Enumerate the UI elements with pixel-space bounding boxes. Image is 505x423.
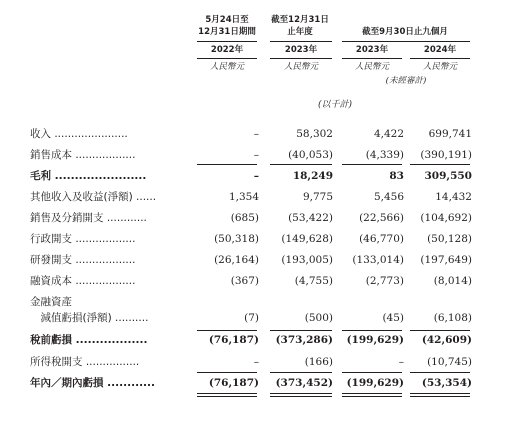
row-label: 其他收入及收益(淨額) ......	[30, 191, 157, 203]
row-value-col3: 83	[389, 170, 404, 182]
row-value-col1: –	[253, 170, 259, 182]
row-value-col2: 58,302	[296, 128, 333, 140]
row-label: 行政開支 ..................	[30, 233, 136, 245]
row-value-col1: (685)	[230, 212, 259, 224]
impairment-rule-col1	[197, 330, 257, 331]
row-value-col2: (166)	[304, 356, 333, 368]
total-double-rule-a-col2	[270, 393, 332, 394]
row-label: 所得稅開支 ................	[30, 356, 140, 368]
row-value-col3: (199,629)	[346, 377, 404, 389]
row-value-col1: (76,187)	[208, 377, 259, 389]
row-value-col3: (4,339)	[365, 149, 404, 161]
row-value-col2: (40,053)	[288, 149, 333, 161]
row-value-col4: (197,649)	[420, 254, 472, 266]
row-value-col3: 5,456	[373, 191, 404, 203]
row-value-col4: (390,191)	[420, 149, 472, 161]
row-label: 銷售及分銷開支 ............	[30, 212, 147, 224]
total-double-rule-a-col4	[410, 393, 470, 394]
row-value-col1: –	[253, 356, 259, 368]
tax-rule-col1	[197, 372, 257, 373]
row-label: 減值虧損(淨額) ..........	[30, 312, 149, 324]
row-value-col3: (46,770)	[359, 233, 404, 245]
row-value-col3: –	[398, 356, 404, 368]
total-double-rule-b-col2	[270, 396, 332, 397]
year-2023-full: 2023年	[284, 45, 318, 55]
row-value-col2: (4,755)	[294, 275, 333, 287]
header-rule-col1	[197, 41, 257, 42]
tax-rule-col3	[342, 372, 402, 373]
year-rule-col2	[270, 58, 332, 59]
total-double-rule-b-col3	[342, 396, 402, 397]
row-value-col3: (2,773)	[365, 275, 404, 287]
total-double-rule-a-col3	[342, 393, 402, 394]
year-2023-nine: 2023年	[355, 45, 389, 55]
cost-rule-col4	[410, 164, 470, 165]
year-2022: 2022年	[210, 45, 244, 55]
currency-col4: 人民幣元	[422, 62, 457, 72]
row-value-col2: (373,452)	[275, 377, 333, 389]
nine-month-group-header: 截至9月30日止九個月	[362, 27, 448, 37]
total-double-rule-a-col1	[197, 393, 257, 394]
row-value-col1: (76,187)	[208, 334, 259, 346]
row-value-col3: (22,566)	[359, 212, 404, 224]
row-value-col2: 9,775	[302, 191, 333, 203]
row-value-col1: (367)	[230, 275, 259, 287]
currency-col3: 人民幣元	[354, 62, 389, 72]
row-label: 收入 ......................	[30, 128, 128, 140]
row-value-col1: (50,318)	[214, 233, 259, 245]
cost-rule-col1	[197, 164, 257, 165]
total-double-rule-b-col4	[410, 396, 470, 397]
row-value-col3: (45)	[382, 312, 404, 324]
row-value-col1: –	[253, 128, 259, 140]
cost-rule-col2	[270, 164, 332, 165]
year-2024-nine: 2024年	[423, 45, 457, 55]
row-value-col2: (373,286)	[275, 334, 333, 346]
row-value-col4: (8,014)	[433, 275, 472, 287]
row-value-col2: 18,249	[292, 170, 333, 182]
header-rule-col34	[342, 41, 470, 42]
col2-header	[268, 14, 332, 38]
impairment-rule-col3	[342, 330, 402, 331]
row-value-col4: (53,354)	[421, 377, 472, 389]
header-rule-col2	[270, 41, 332, 42]
tax-rule-col4	[410, 372, 470, 373]
year-rule-col3	[342, 58, 402, 59]
row-value-col1: (26,164)	[214, 254, 259, 266]
row-value-col4: (42,609)	[421, 334, 472, 346]
unit-note: (以千計)	[317, 100, 353, 110]
currency-col1: 人民幣元	[209, 62, 244, 72]
col1-header	[195, 14, 259, 38]
row-value-col4: 14,432	[435, 191, 472, 203]
tax-rule-col2	[270, 372, 332, 373]
row-value-col4: 309,550	[424, 170, 472, 182]
col1-header-line1: 5月24日至	[205, 15, 249, 25]
row-label: 融資成本 ..................	[30, 275, 136, 287]
row-value-col2: (53,422)	[288, 212, 333, 224]
row-value-col1: –	[253, 149, 259, 161]
currency-col2: 人民幣元	[283, 62, 318, 72]
row-label: 年內／期內虧損 ............	[30, 377, 156, 389]
impairment-rule-col4	[410, 330, 470, 331]
row-value-col4: 699,741	[428, 128, 472, 140]
row-label: 稅前虧損 ..................	[30, 334, 148, 346]
row-value-col1: 1,354	[228, 191, 259, 203]
unaudited-note: (未經審計)	[385, 76, 427, 86]
row-value-col4: (6,108)	[433, 312, 472, 324]
col2-header-line1: 截至12月31日	[271, 15, 329, 25]
impairment-rule-col2	[270, 330, 332, 331]
row-value-col2: (500)	[304, 312, 333, 324]
row-label: 毛利 .......................	[30, 170, 147, 182]
col2-header-line2: 止年度	[287, 27, 313, 37]
row-label: 金融資產	[30, 296, 72, 308]
row-value-col2: (149,628)	[281, 233, 333, 245]
row-value-col4: (104,692)	[420, 212, 472, 224]
row-value-col3: 4,422	[373, 128, 404, 140]
cost-rule-col3	[342, 164, 402, 165]
total-double-rule-b-col1	[197, 396, 257, 397]
row-label: 銷售成本 ..................	[30, 149, 136, 161]
row-value-col4: (50,128)	[427, 233, 472, 245]
row-value-col4: (10,745)	[427, 356, 472, 368]
row-value-col2: (193,005)	[281, 254, 333, 266]
col1-header-line2: 12月31日期間	[198, 27, 256, 37]
row-value-col1: (7)	[244, 312, 259, 324]
year-rule-col4	[410, 58, 470, 59]
row-label: 研發開支 ..................	[30, 254, 136, 266]
row-value-col3: (133,014)	[352, 254, 404, 266]
row-value-col3: (199,629)	[346, 334, 404, 346]
year-rule-col1	[197, 58, 257, 59]
